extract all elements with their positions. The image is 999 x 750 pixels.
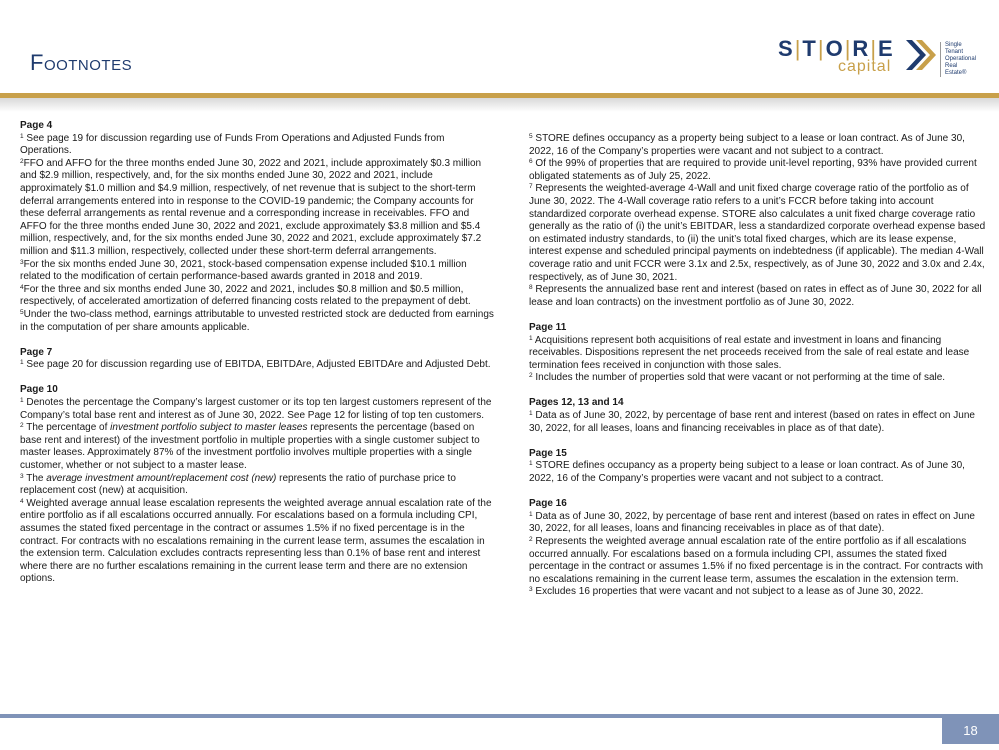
footnote-text: STORE defines occupancy as a property being subject to a lease or loan contract. As of June 30, 2022, 16 of the Company’s properties were vacant and not subject to a contract. [529,460,965,485]
footnote-text: Denotes the percentage the Company’s largest customer or its top ten largest customers represent of the Company’s total base rent and interest as of June 30, 2022. See Page 12 for listing of top ten customers. [20,397,492,421]
logo-subtitle: capital [838,58,892,75]
footnote [529,410,987,435]
section-heading: Page 7 [20,346,53,358]
footnote [529,372,987,385]
footnote-text: For the six months ended June 30, 2021, stock-based compensation expense included $10.1 million related to the modification of certain performance-based awards granted in 2018 and 2019. [20,258,467,283]
footnote-number: 2 [529,372,533,380]
footnote-text: Represents the weighted average annual escalation rate of the entire portfolio as if all escalations occurred annually. For escalations based on a formula including CPI, assumes the stated fixed percentage in the contract or assumes 1.5% if no fixed percentage is in the contract. For contracts with no escalations remaining in the current lease term, assumes the escalation in the extension term. [529,536,984,585]
footnote-text: Includes the number of properties sold that were vacant or not performing at the time of sale. [532,372,946,384]
section-heading: Pages 12, 13 and 14 [529,397,624,409]
footnote-section [529,397,987,435]
page-number: 18 [942,718,999,744]
footnote [20,259,496,284]
footnote-text-lead: The percentage of [23,422,111,434]
footnote [20,473,496,498]
footnote-number: 1 [529,334,533,342]
footnote [529,284,987,309]
store-capital-logo [778,36,990,82]
footnote-number: 1 [529,460,533,468]
footnote-text: represents the ratio of purchase price to replacement cost (new) at acquisition. [20,472,456,497]
footnote-number: 2 [20,157,24,165]
logo-tagline: Single Tenant Operational Real Estate® [940,42,976,77]
section-heading: Page 4 [20,120,53,131]
header-shadow [0,98,999,112]
footnote-section [529,448,987,486]
page-title: Footnotes [30,50,133,75]
footnote-number: 1 [529,410,533,418]
footnote-number: 4 [20,283,24,291]
footer-bar [0,714,999,718]
footnote-section [529,133,987,309]
section-heading: Page 15 [529,447,567,459]
footnote-number: 1 [20,359,24,367]
footnote-text: Data as of June 30, 2022, by percentage of base rent and interest (based on rates in effect on June 30, 2022, for all leases, loans and financing receivables in place as of that date). [529,410,975,434]
footnote [529,536,987,586]
footnote [529,183,987,284]
footnote-text: For the three and six months ended June 30, 2022 and 2021, includes $0.8 million and $0.5 million, respectively, of accelerated amortization of deferred financing costs related to the prepayment of debt. [20,283,471,308]
footnote-number: 1 [20,132,24,140]
footnote [20,397,496,422]
footnote-text: Represents the weighted-average 4-Wall and unit fixed charge coverage ratio of the portfolio as of June 30, 2022. The 4-Wall coverage ratio refers to a unit’s FCCR before taking into account standardized corporate overhead expense. STORE also calculates a unit fixed charge coverage ratio generally as the ratio of (i) the unit’s EBITDAR, less a standardized corporate overhead expense based on estimated industry standards, to (ii) the unit’s total fixed charges, which are its lease expense, interest expense and scheduled principal payments on indebtedness (if applicable). The median 4-Wall coverage ratio and unit FCCR were 3.1x and 2.5x, respectively, as of June 30, 2022 and 3.0x and 2.4x, respectively, as of June 30, 2021. [529,183,986,283]
section-heading: Page 10 [20,384,58,396]
footnote [20,158,496,259]
store-mark-icon [902,36,938,74]
footnote-number: 2 [529,536,533,543]
footnote-text: See page 19 for discussion regarding use of Funds From Operations and Adjusted Funds from Operations. [20,132,445,157]
footnote-number: 1 [529,510,533,518]
footnote-italic-term: average investment amount/replacement cost (new) [46,472,277,484]
footnote-number: 1 [20,397,24,405]
footnotes-left-column [20,120,496,586]
footnote-text: FFO and AFFO for the three months ended June 30, 2022 and 2021, include approximately $0.3 million and $2.9 million, respectively, and, for the six months ended June 30, 2022 and 2021, include approximately $1.0 million and $4.9 million, respectively, of net revenue that is subject to the short-term deferral arrangements entered into in response to the COVID-19 pandemic; the Company accounts for these deferral arrangements as rental revenue and a corresponding increase in receivables. FFO and AFFO for the three months ended June 30, 2022 and 2021, exclude approximately $3.8 million and $5.4 million, respectively, and, for the six months ended June 30, 2022 and 2021, exclude approximately $7.2 million and $11.3 million, respectively, collected under these short-term deferral arrangements. [20,157,482,257]
footnote-number: 2 [20,422,24,430]
footnote [529,335,987,373]
footnote-text: Acquisitions represent both acquisitions of real estate and investment in loans and financing receivables. Dispositions represent the net proceeds received from the sale of real estate and lease termination fees received in conjunction with those sales. [529,334,970,371]
footnote [20,284,496,309]
footnote [20,133,496,158]
footnote [529,511,987,536]
footnote-number: 8 [529,284,533,292]
footnote-text: Data as of June 30, 2022, by percentage of base rent and interest (based on rates in effect on June 30, 2022, for all leases, loans and financing receivables in place as of that date). [529,510,975,535]
footnote-number: 3 [529,586,533,594]
footnote-italic-term: investment portfolio subject to master leases [110,422,308,434]
footnote [529,460,987,485]
footnote-section [20,120,496,334]
footnote [20,359,496,372]
footnote-text: Represents the annualized base rent and interest (based on rates in effect as of June 30, 2022 for all lease and loan contracts) on the investment portfolio as of June 30, 2022. [529,284,982,308]
footnote-number: 5 [529,133,533,140]
footnote [529,133,987,158]
footnote-number: 6 [529,158,533,166]
footnote-number: 7 [529,183,533,191]
section-heading: Page 16 [529,498,567,510]
footnote-section [20,384,496,586]
footnote-text: See page 20 for discussion regarding use of EBITDA, EBITDAre, Adjusted EBITDAre and Adjusted Debt. [23,359,491,371]
footnote-text: Excludes 16 properties that were vacant and not subject to a lease as of June 30, 2022. [532,586,924,598]
footnote-text: Of the 99% of properties that are required to provide unit-level reporting, 93% have provided current obligated statements as of July 25, 2022. [529,158,977,182]
footnote-section [529,498,987,599]
footnote-text: Under the two-class method, earnings attributable to unvested restricted stock are deducted from earnings in the computation of per share amounts applicable. [20,308,494,333]
footnote-text: represents the percentage (based on base rent and interest) of the investment portfolio in multiple properties with a single customer subject to master leases. Approximately 87% of the investment portfolio involves multiple properties with a single customer, whether or not subject to a master lease. [20,422,480,472]
footnote [20,309,496,334]
footnote [529,586,987,599]
footnote-text: Weighted average annual lease escalation represents the weighted average annual escalation rate of the entire portfolio as if all escalations occurred annually. For escalations based on a formula including CPI, assumes the stated fixed percentage in the contract or assumes 1.5% if no fixed percentage is in the contract. For contracts with no escalations remaining in the current lease term, assumes the escalation in the extension term. Calculation excludes contracts representing less than 0.1% of base rent and interest where there are no further escalations remaining in the current lease term and there are no extension options. [20,497,492,585]
logo-wordmark: S|T|O|R|E [778,36,895,61]
footnote-number: 3 [20,472,24,480]
footnote-text: STORE defines occupancy as a property being subject to a lease or loan contract. As of June 30, 2022, 16 of the Company’s properties were vacant and not subject to a contract. [529,133,965,157]
section-heading: Page 11 [529,321,567,333]
footnote-number: 4 [20,497,24,505]
footnote-text-lead: The [23,472,47,484]
footnote [20,498,496,586]
footnote-section [20,347,496,372]
footnote [20,422,496,472]
footnote [529,158,987,183]
footnote-section [529,322,987,385]
footnote-number: 5 [20,308,24,316]
footnotes-right-column [529,133,987,599]
footnote-number: 3 [20,258,24,266]
